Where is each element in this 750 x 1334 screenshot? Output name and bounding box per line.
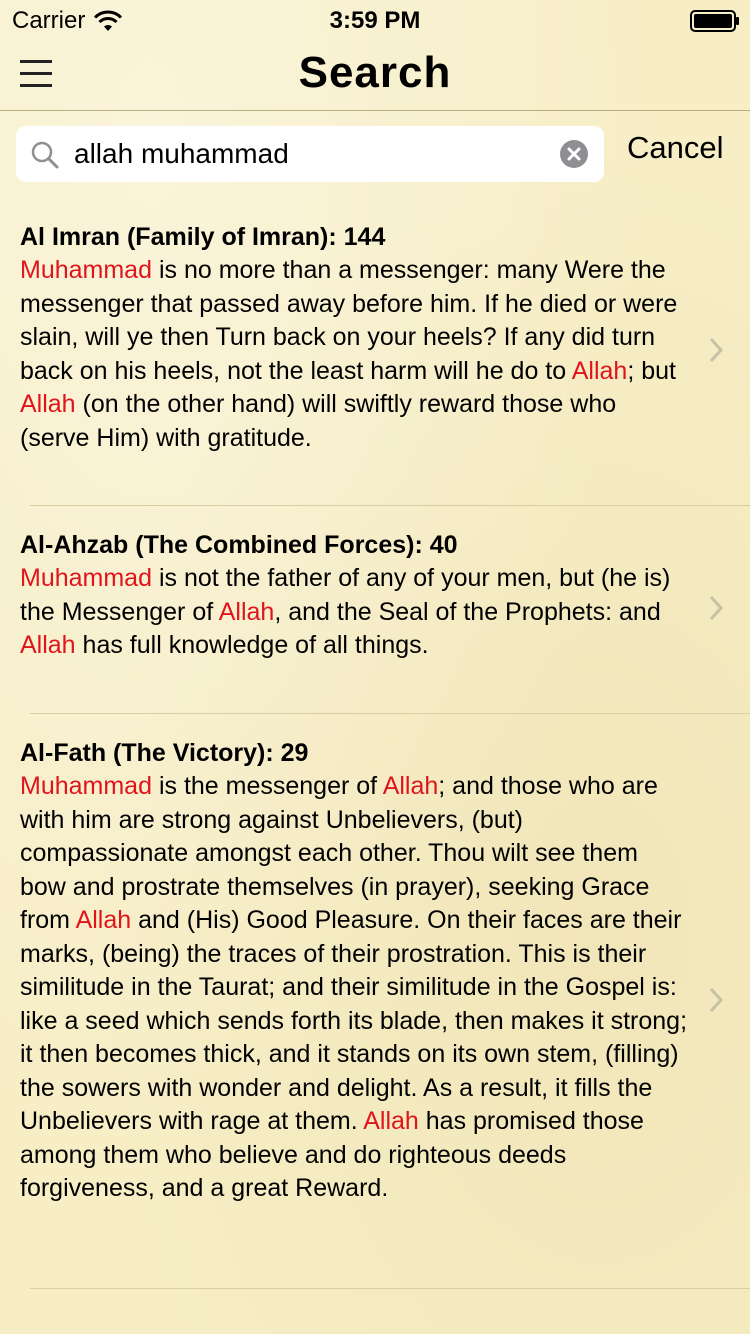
verse-text: (on the other hand) will swiftly reward those who (serve Him) with gratitude.: [20, 390, 617, 452]
clear-search-icon[interactable]: [560, 140, 588, 168]
highlighted-term: Allah: [218, 597, 275, 626]
result-text: [20, 562, 690, 663]
search-input[interactable]: [74, 126, 544, 182]
search-bar: [0, 124, 750, 184]
result-text: [20, 254, 690, 455]
verse-text: ; but: [627, 356, 676, 385]
verse-text: has promised those among them who believe and do righteous deeds forgiveness, and a great Reward.: [20, 1107, 644, 1202]
cancel-button[interactable]: Cancel: [627, 130, 724, 165]
verse-text: , and the Seal of the Prophets: and: [274, 597, 661, 626]
carrier-label: Carrier: [12, 7, 86, 34]
result-title: Al-Ahzab (The Combined Forces): 40: [20, 531, 458, 559]
highlighted-term: Allah: [571, 356, 628, 385]
highlighted-term: Allah: [20, 390, 76, 418]
highlighted-term: Allah: [75, 906, 132, 934]
chevron-right-icon: [708, 336, 724, 364]
highlighted-term: Allah: [382, 772, 439, 800]
verse-text: has full knowledge of all things.: [75, 631, 429, 659]
highlighted-term: Muhammad: [20, 256, 152, 284]
verse-text: is no more than a messenger: many Were the messenger that passed away before him. If he died or were slain, will ye then Turn back on your heels? If any did turn back on his heels, not the least harm will he do to: [20, 256, 678, 385]
search-icon: [30, 140, 60, 170]
highlighted-term: Allah: [363, 1107, 419, 1135]
search-result-row[interactable]: [0, 200, 750, 475]
verse-text: is not the father of any of your men, but (he is) the Messenger of: [20, 564, 671, 626]
status-bar: [0, 0, 750, 40]
verse-text: is the messenger of: [152, 772, 383, 800]
result-title: Al Imran (Family of Imran): 144: [20, 223, 386, 251]
highlighted-term: Allah: [20, 631, 76, 659]
search-result-row[interactable]: [0, 506, 750, 683]
battery-icon: [690, 10, 740, 32]
verse-text: and (His) Good Pleasure. On their faces are their marks, (being) the traces of their prostration. This is their similitude in the Taurat; and their similitude in the Gospel is: like a seed which sends forth its blade, then makes it strong; it then becomes thick, and it stands on its own stem, (filling) the sowers with wonder and delight. As a result, it fills the Unbelievers with rage at them.: [20, 906, 688, 1135]
highlighted-term: Muhammad: [20, 772, 152, 800]
status-time: 3:59 PM: [329, 7, 421, 34]
row-divider: [30, 1288, 750, 1289]
search-result-row[interactable]: [0, 714, 750, 1226]
page-title: Search: [298, 48, 452, 97]
chevron-right-icon: [708, 594, 724, 622]
highlighted-term: Muhammad: [20, 564, 152, 592]
navigation-bar: [0, 40, 750, 111]
search-field-container[interactable]: [16, 126, 604, 182]
chevron-right-icon: [708, 986, 724, 1014]
result-text: [20, 770, 690, 1206]
result-title: Al-Fath (The Victory): 29: [20, 739, 309, 767]
search-results-list: [0, 200, 750, 1202]
verse-text: ; and those who are with him are strong against Unbelievers, (but) compassionate amongst each other. Thou wilt see them bow and prostrate themselves (in prayer), seeking Grace from: [20, 772, 658, 934]
